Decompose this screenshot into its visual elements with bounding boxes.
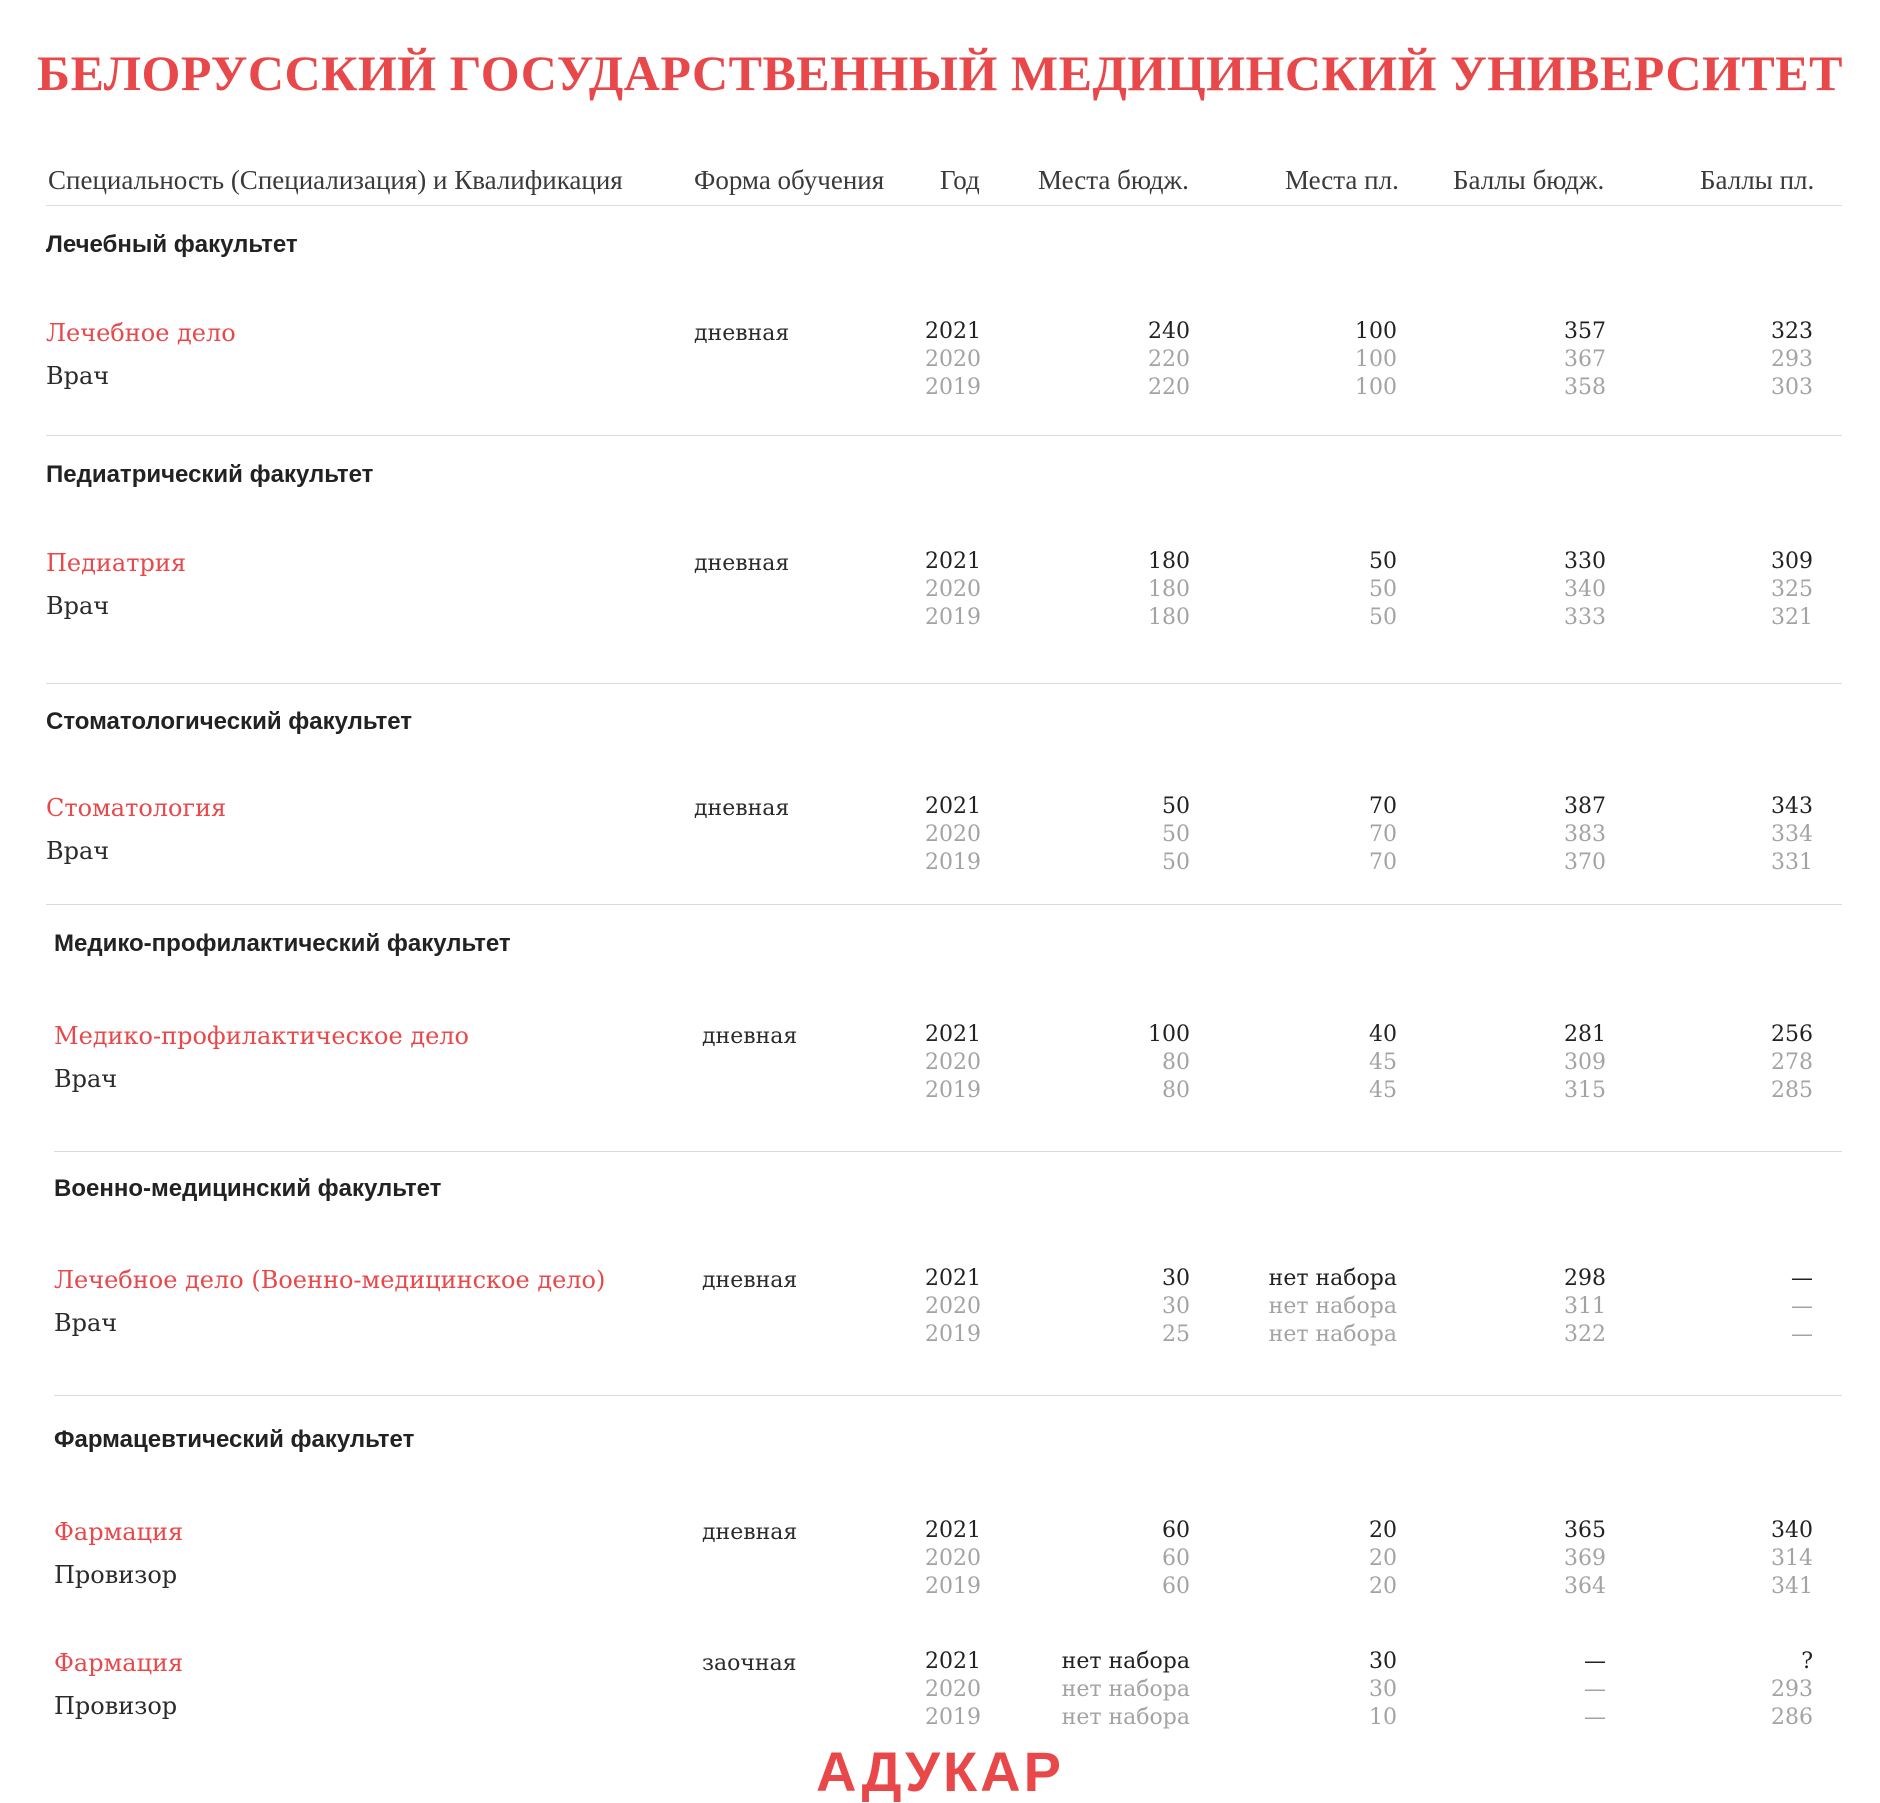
cell-paid-places: 45	[1369, 1050, 1397, 1075]
cell-paid-scores: 286	[1771, 1705, 1813, 1730]
cell-paid-places: 30	[1369, 1677, 1397, 1702]
cell-budget-scores: 365	[1564, 1518, 1606, 1543]
study-form: дневная	[702, 1024, 798, 1049]
study-form: дневная	[702, 1520, 798, 1545]
cell-paid-scores: 285	[1771, 1078, 1813, 1103]
faculty-divider	[46, 683, 1842, 684]
cell-budget-places: 30	[1162, 1266, 1190, 1291]
cell-paid-places: 20	[1369, 1546, 1397, 1571]
cell-year: 2020	[925, 822, 981, 847]
cell-budget-places: 100	[1148, 1022, 1190, 1047]
cell-budget-scores: 383	[1564, 822, 1606, 847]
cell-year: 2019	[925, 605, 981, 630]
faculty-heading: Стоматологический факультет	[46, 708, 413, 735]
cell-paid-scores: —	[1791, 1322, 1813, 1347]
cell-budget-places: 50	[1162, 822, 1190, 847]
cell-budget-places: 240	[1148, 319, 1190, 344]
study-form: дневная	[694, 321, 790, 346]
specialty-name: Лечебное дело (Военно-медицинское дело)	[54, 1266, 606, 1294]
cell-paid-scores: ?	[1801, 1649, 1813, 1674]
cell-paid-places: 45	[1369, 1078, 1397, 1103]
header-divider	[46, 205, 1842, 206]
cell-paid-places: 40	[1369, 1022, 1397, 1047]
specialty-name: Фармация	[54, 1649, 184, 1677]
cell-paid-scores: 256	[1771, 1022, 1813, 1047]
cell-paid-places: 100	[1355, 319, 1397, 344]
cell-paid-places: 10	[1369, 1705, 1397, 1730]
cell-budget-scores: 281	[1564, 1022, 1606, 1047]
cell-paid-scores: 334	[1771, 822, 1813, 847]
cell-budget-places: 180	[1148, 577, 1190, 602]
cell-paid-places: 70	[1369, 794, 1397, 819]
cell-paid-places: 20	[1369, 1574, 1397, 1599]
cell-paid-places: 20	[1369, 1518, 1397, 1543]
cell-budget-places: 60	[1162, 1574, 1190, 1599]
adukar-logo: АДУКАР	[816, 1740, 1064, 1803]
qualification: Врач	[54, 1065, 118, 1093]
faculty-heading: Лечебный факультет	[46, 231, 298, 258]
cell-paid-places: 100	[1355, 347, 1397, 372]
col-year-header: Год	[940, 165, 980, 195]
col-specialty-header: Специальность (Специализация) и Квалификация	[48, 165, 623, 195]
cell-year: 2021	[925, 1266, 981, 1291]
study-form: заочная	[702, 1651, 797, 1676]
cell-year: 2019	[925, 1705, 981, 1730]
col-budget-scores-header: Баллы бюдж.	[1453, 165, 1605, 195]
cell-budget-scores: —	[1584, 1705, 1606, 1730]
cell-budget-places: 30	[1162, 1294, 1190, 1319]
page-title: БЕЛОРУССКИЙ ГОСУДАРСТВЕННЫЙ МЕДИЦИНСКИЙ УНИВЕРСИТЕТ	[37, 45, 1843, 101]
faculty-divider	[46, 435, 1842, 436]
study-form: дневная	[694, 796, 790, 821]
cell-budget-scores: 333	[1564, 605, 1606, 630]
faculty-divider	[54, 1395, 1842, 1396]
cell-budget-places: 80	[1162, 1078, 1190, 1103]
cell-budget-scores: 370	[1564, 850, 1606, 875]
study-form: дневная	[694, 551, 790, 576]
cell-budget-scores: 309	[1564, 1050, 1606, 1075]
faculty-heading: Военно-медицинский факультет	[54, 1175, 442, 1202]
cell-year: 2020	[925, 577, 981, 602]
col-paid-places-header: Места пл.	[1285, 165, 1399, 195]
cell-budget-places: нет набора	[1061, 1649, 1190, 1674]
cell-budget-scores: 369	[1564, 1546, 1606, 1571]
cell-year: 2021	[925, 1649, 981, 1674]
cell-year: 2021	[925, 319, 981, 344]
cell-paid-scores: 340	[1771, 1518, 1813, 1543]
qualification: Врач	[46, 362, 110, 390]
faculty-divider	[54, 1151, 1842, 1152]
cell-budget-places: нет набора	[1061, 1677, 1190, 1702]
specialty-name: Медико-профилактическое дело	[54, 1022, 469, 1050]
cell-budget-places: 220	[1148, 375, 1190, 400]
cell-budget-scores: 340	[1564, 577, 1606, 602]
cell-year: 2020	[925, 1677, 981, 1702]
cell-budget-scores: 315	[1564, 1078, 1606, 1103]
cell-budget-places: 60	[1162, 1546, 1190, 1571]
cell-budget-places: 80	[1162, 1050, 1190, 1075]
cell-paid-places: 50	[1369, 549, 1397, 574]
cell-year: 2019	[925, 1322, 981, 1347]
cell-paid-scores: 341	[1771, 1574, 1813, 1599]
cell-paid-scores: 343	[1771, 794, 1813, 819]
cell-budget-scores: 387	[1564, 794, 1606, 819]
cell-budget-places: 220	[1148, 347, 1190, 372]
qualification: Провизор	[54, 1561, 178, 1589]
cell-budget-scores: 298	[1564, 1266, 1606, 1291]
cell-paid-scores: 314	[1771, 1546, 1813, 1571]
cell-year: 2020	[925, 347, 981, 372]
cell-paid-scores: —	[1791, 1294, 1813, 1319]
cell-budget-scores: —	[1584, 1677, 1606, 1702]
cell-budget-places: 60	[1162, 1518, 1190, 1543]
cell-paid-places: 50	[1369, 605, 1397, 630]
cell-budget-scores: 367	[1564, 347, 1606, 372]
cell-budget-scores: 330	[1564, 549, 1606, 574]
cell-budget-scores: 311	[1564, 1294, 1606, 1319]
faculty-divider	[46, 904, 1842, 905]
cell-budget-places: 50	[1162, 794, 1190, 819]
qualification: Провизор	[54, 1692, 178, 1720]
cell-budget-scores: 358	[1564, 375, 1606, 400]
cell-year: 2019	[925, 850, 981, 875]
cell-year: 2021	[925, 1518, 981, 1543]
cell-paid-scores: 293	[1771, 347, 1813, 372]
cell-budget-scores: 364	[1564, 1574, 1606, 1599]
cell-year: 2020	[925, 1294, 981, 1319]
cell-paid-scores: —	[1791, 1266, 1813, 1291]
cell-paid-places: 100	[1355, 375, 1397, 400]
col-paid-scores-header: Баллы пл.	[1700, 165, 1815, 195]
cell-paid-places: 30	[1369, 1649, 1397, 1674]
cell-paid-places: 70	[1369, 850, 1397, 875]
qualification: Врач	[46, 837, 110, 865]
cell-budget-scores: 322	[1564, 1322, 1606, 1347]
specialty-name: Фармация	[54, 1518, 184, 1546]
col-budget-places-header: Места бюдж.	[1038, 165, 1189, 195]
cell-year: 2021	[925, 1022, 981, 1047]
specialty-name: Лечебное дело	[46, 319, 236, 347]
cell-paid-scores: 309	[1771, 549, 1813, 574]
cell-budget-places: 180	[1148, 605, 1190, 630]
cell-year: 2019	[925, 1078, 981, 1103]
cell-paid-scores: 325	[1771, 577, 1813, 602]
cell-paid-places: 50	[1369, 577, 1397, 602]
cell-year: 2020	[925, 1546, 981, 1571]
specialty-name: Педиатрия	[46, 549, 186, 577]
cell-paid-scores: 293	[1771, 1677, 1813, 1702]
cell-paid-places: нет набора	[1268, 1266, 1397, 1291]
cell-year: 2021	[925, 794, 981, 819]
qualification: Врач	[54, 1309, 118, 1337]
cell-budget-scores: —	[1584, 1649, 1606, 1674]
cell-paid-scores: 331	[1771, 850, 1813, 875]
cell-budget-places: 25	[1162, 1322, 1190, 1347]
cell-budget-places: 180	[1148, 549, 1190, 574]
faculty-heading: Педиатрический факультет	[46, 461, 374, 488]
col-form-header: Форма обучения	[694, 165, 885, 195]
cell-paid-scores: 303	[1771, 375, 1813, 400]
cell-paid-scores: 323	[1771, 319, 1813, 344]
cell-year: 2019	[925, 1574, 981, 1599]
cell-paid-places: 70	[1369, 822, 1397, 847]
cell-budget-places: 50	[1162, 850, 1190, 875]
cell-budget-scores: 357	[1564, 319, 1606, 344]
faculty-heading: Медико-профилактический факультет	[54, 930, 511, 957]
study-form: дневная	[702, 1268, 798, 1293]
cell-year: 2020	[925, 1050, 981, 1075]
cell-paid-places: нет набора	[1268, 1322, 1397, 1347]
cell-paid-places: нет набора	[1268, 1294, 1397, 1319]
qualification: Врач	[46, 592, 110, 620]
cell-paid-scores: 321	[1771, 605, 1813, 630]
cell-paid-scores: 278	[1771, 1050, 1813, 1075]
cell-budget-places: нет набора	[1061, 1705, 1190, 1730]
specialty-name: Стоматология	[46, 794, 227, 822]
cell-year: 2021	[925, 549, 981, 574]
faculty-heading: Фармацевтический факультет	[54, 1426, 415, 1453]
cell-year: 2019	[925, 375, 981, 400]
